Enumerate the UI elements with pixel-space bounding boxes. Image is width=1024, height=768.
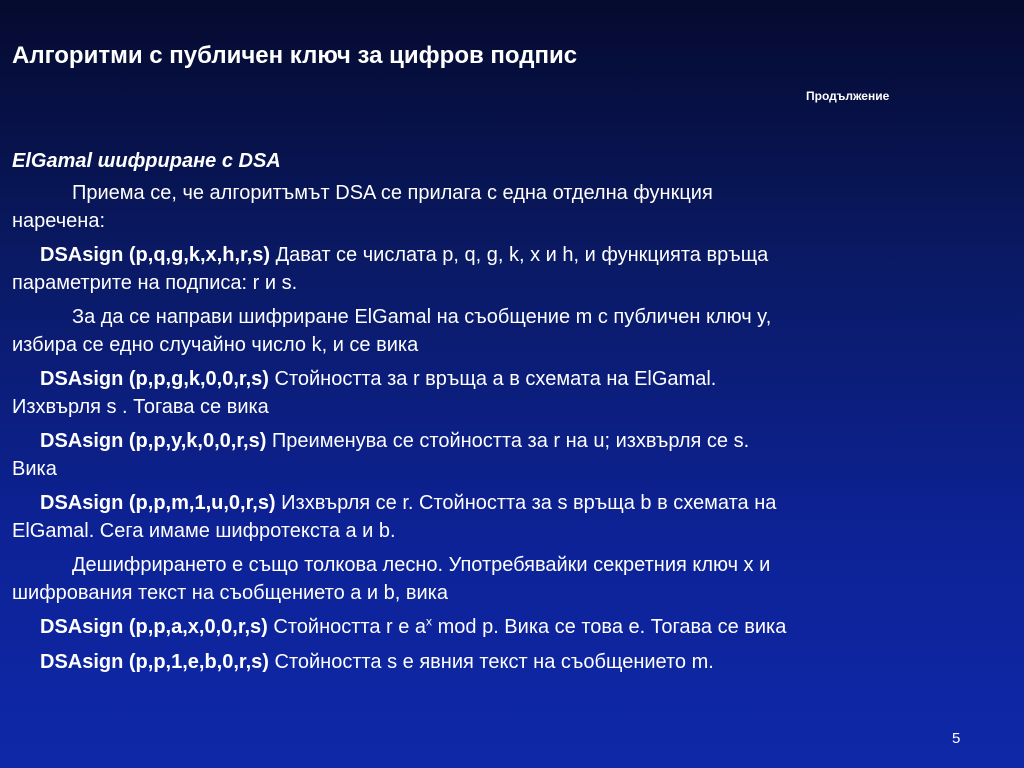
paragraph-text: Дават се числата p, q, g, k, x и h, и функцията връща — [270, 244, 769, 266]
paragraph-line — [12, 490, 1012, 518]
function-call: DSAsign (p,p,a,x,0,0,r,s) — [40, 616, 268, 638]
slide-body — [12, 180, 1012, 683]
paragraph-line — [12, 428, 1012, 456]
paragraph-text: Преименува се стойността за r на u; изхвърля се s. — [266, 430, 750, 452]
paragraph — [12, 490, 1012, 545]
paragraph-text: Стойността за r връща a в схемата на ElGamal. — [268, 368, 717, 390]
paragraph-line: Изхвърля s . Тогава се вика — [12, 395, 269, 418]
paragraph — [12, 649, 1012, 677]
paragraph-text: mod p. Вика се това e. Тогава се вика — [432, 616, 787, 638]
exponent: x — [426, 614, 433, 629]
paragraph-line: наречена: — [12, 209, 106, 232]
function-call: DSAsign (p,p,y,k,0,0,r,s) — [40, 430, 267, 452]
paragraph-line: ElGamal. Сега имаме шифротекста a и b. — [12, 519, 396, 542]
paragraph-line: За да се направи шифриране ElGamal на съобщение m с публичен ключ y, — [72, 306, 772, 328]
page-number: 5 — [952, 730, 961, 747]
paragraph-line — [12, 242, 1012, 270]
paragraph-line — [12, 366, 1012, 394]
paragraph — [12, 428, 1012, 483]
paragraph-line — [12, 614, 1012, 642]
paragraph-line: параметрите на подписа: r и s. — [12, 271, 298, 294]
paragraph-text: Стойността s е явния текст на съобщението m. — [268, 650, 714, 673]
paragraph — [12, 242, 1012, 297]
paragraph — [12, 180, 1012, 235]
paragraph-line: избира се едно случайно число k, и се вика — [12, 333, 419, 356]
paragraph-line — [12, 649, 1012, 677]
paragraph-line: Дешифрирането е също толкова лесно. Употребявайки секретния ключ x и — [72, 554, 771, 576]
paragraph-text: Стойността r е a — [267, 616, 427, 638]
function-call: DSAsign (p,p,g,k,0,0,r,s) — [40, 368, 269, 390]
paragraph-line: Приема се, че алгоритъмът DSA се прилага с една отделна функция — [72, 182, 713, 204]
section-subtitle: ElGamal шифриране с DSA — [12, 150, 281, 172]
function-call: DSAsign (p,p,m,1,u,0,r,s) — [40, 492, 276, 514]
paragraph-line: Вика — [12, 457, 57, 480]
paragraph — [12, 614, 1012, 642]
paragraph-text: Изхвърля се r. Стойността за s връща b в схемата на — [275, 492, 777, 514]
paragraph — [12, 552, 1012, 607]
paragraph-line: шифрования текст на съобщението a и b, вика — [12, 581, 448, 604]
paragraph — [12, 366, 1012, 421]
paragraph — [12, 304, 1012, 359]
slide-title: Алгоритми с публичен ключ за цифров подпис — [12, 42, 578, 69]
function-call: DSAsign (p,q,g,k,x,h,r,s) — [40, 244, 271, 266]
continuation-label: Продължение — [806, 89, 890, 103]
function-call: DSAsign (p,p,1,e,b,0,r,s) — [40, 650, 269, 673]
